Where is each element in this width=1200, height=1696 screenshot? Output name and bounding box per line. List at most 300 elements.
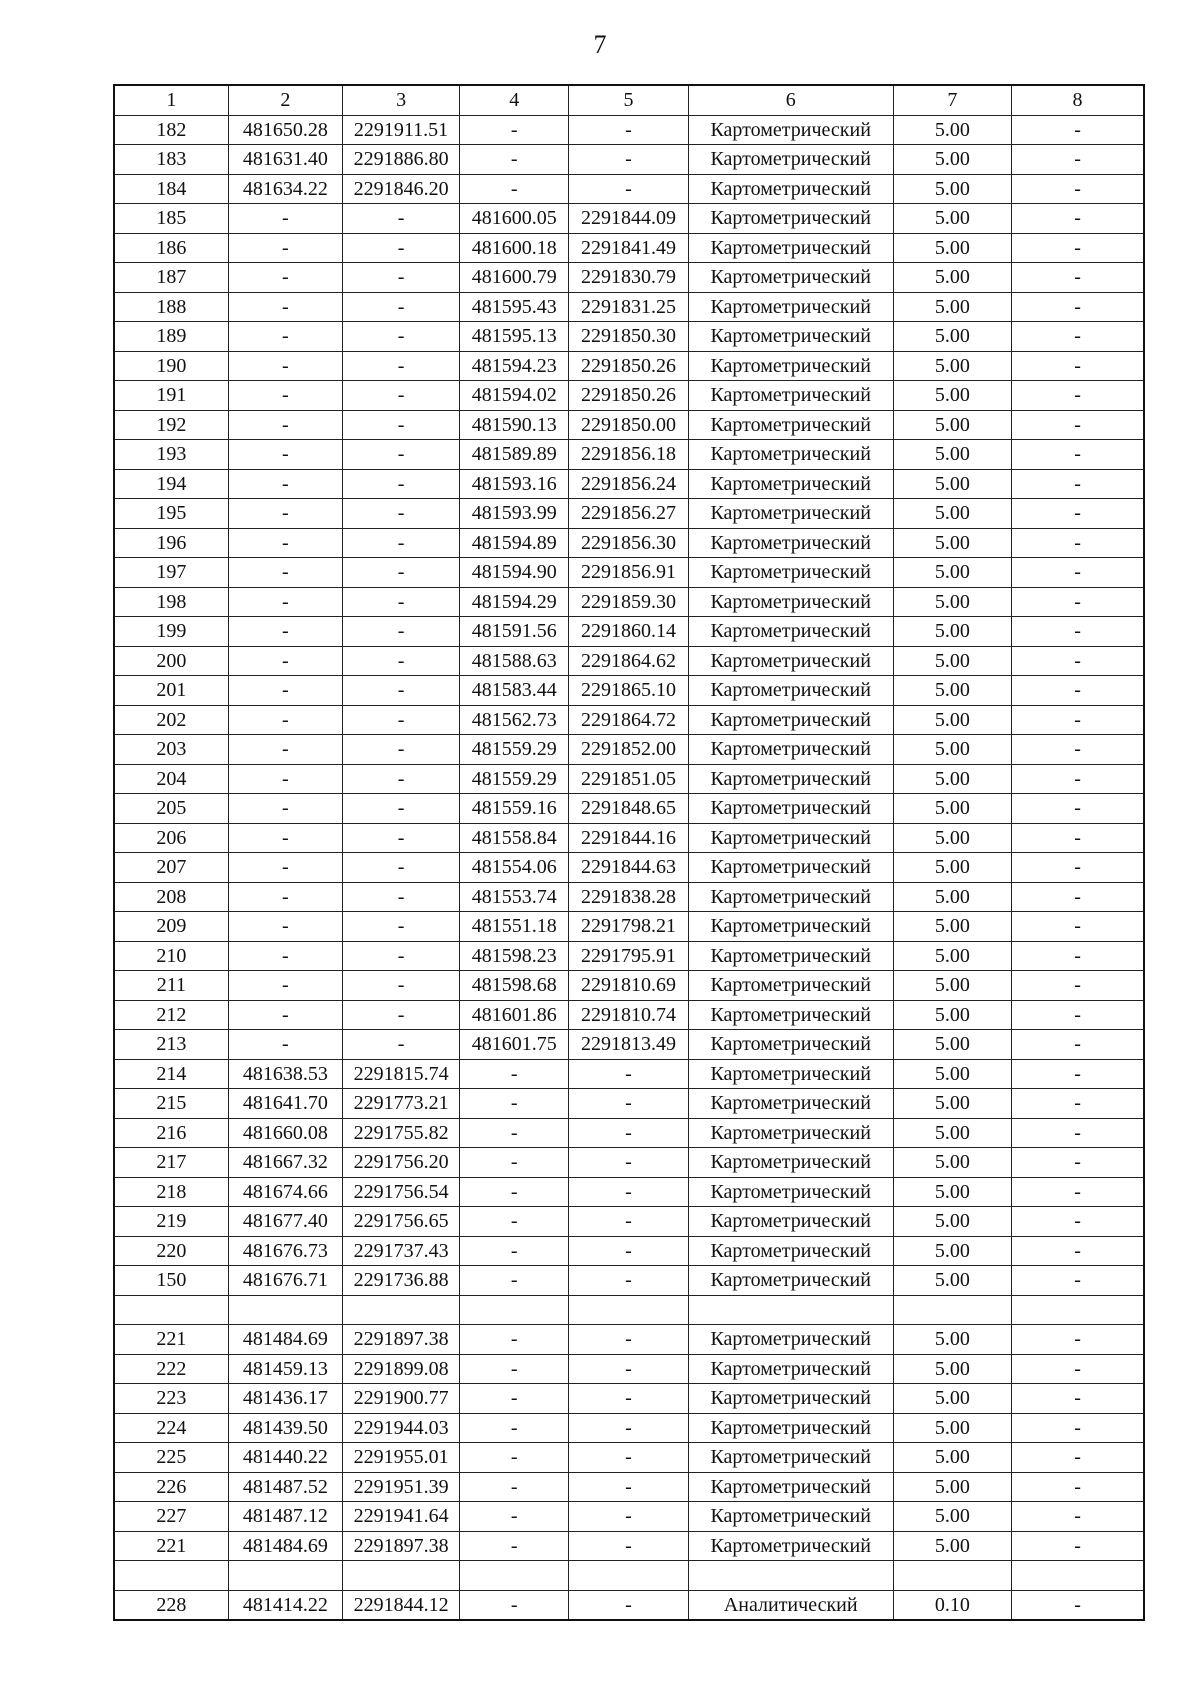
table-cell-col-5: 2291848.65 bbox=[569, 794, 688, 824]
table-cell-col-7: 5.00 bbox=[893, 882, 1011, 912]
table-cell-col-1: 202 bbox=[114, 705, 228, 735]
table-cell-col-7: 5.00 bbox=[893, 145, 1011, 175]
table-cell-col-2: - bbox=[228, 381, 342, 411]
table-row bbox=[114, 823, 1144, 853]
table-cell-col-8: - bbox=[1012, 1148, 1144, 1178]
table-cell-col-3: - bbox=[342, 882, 459, 912]
table-cell-col-2: - bbox=[228, 440, 342, 470]
table-cell-col-5: 2291810.74 bbox=[569, 1000, 688, 1030]
table-cell-col-1: 226 bbox=[114, 1472, 228, 1502]
table-cell-col-7: 5.00 bbox=[893, 941, 1011, 971]
table-cell-col-1: 220 bbox=[114, 1236, 228, 1266]
table-cell-col-3: - bbox=[342, 528, 459, 558]
table-cell-col-8: - bbox=[1012, 617, 1144, 647]
table-cell-col-4 bbox=[460, 1295, 569, 1325]
table-cell-col-4: - bbox=[460, 1531, 569, 1561]
table-cell-col-2: - bbox=[228, 735, 342, 765]
table-cell-col-5: 2291865.10 bbox=[569, 676, 688, 706]
table-cell-col-6: Картометрический bbox=[688, 853, 893, 883]
table-cell-col-8: - bbox=[1012, 1207, 1144, 1237]
table-cell-col-6: Картометрический bbox=[688, 1443, 893, 1473]
table-cell-col-3: - bbox=[342, 912, 459, 942]
table-cell-col-3: 2291756.20 bbox=[342, 1148, 459, 1178]
table-cell-col-6: Картометрический bbox=[688, 794, 893, 824]
table-cell-col-4: - bbox=[460, 1590, 569, 1620]
table-cell-col-5: 2291838.28 bbox=[569, 882, 688, 912]
table-cell-col-5: 2291864.62 bbox=[569, 646, 688, 676]
table-cell-col-2: 481634.22 bbox=[228, 174, 342, 204]
table-cell-col-4: - bbox=[460, 1413, 569, 1443]
table-cell-col-4: - bbox=[460, 145, 569, 175]
table-cell-col-4: - bbox=[460, 115, 569, 145]
table-cell-col-2: - bbox=[228, 705, 342, 735]
table-cell-col-6: Картометрический bbox=[688, 233, 893, 263]
table-cell-col-8: - bbox=[1012, 912, 1144, 942]
table-row bbox=[114, 410, 1144, 440]
table-cell-col-1: 197 bbox=[114, 558, 228, 588]
table-cell-col-6: Картометрический bbox=[688, 499, 893, 529]
table-cell-col-4: 481594.89 bbox=[460, 528, 569, 558]
table-cell-col-1: 195 bbox=[114, 499, 228, 529]
table-cell-col-2 bbox=[228, 1295, 342, 1325]
table-cell-col-4: 481553.74 bbox=[460, 882, 569, 912]
table-cell-col-5: - bbox=[569, 1502, 688, 1532]
table-cell-col-8: - bbox=[1012, 1590, 1144, 1620]
table-cell-col-7: 5.00 bbox=[893, 174, 1011, 204]
table-cell-col-3: 2291899.08 bbox=[342, 1354, 459, 1384]
table-cell-col-4: 481598.68 bbox=[460, 971, 569, 1001]
table-cell-col-2: - bbox=[228, 204, 342, 234]
table-cell-col-2: 481631.40 bbox=[228, 145, 342, 175]
table-body bbox=[114, 115, 1144, 1620]
table-cell-col-5: 2291852.00 bbox=[569, 735, 688, 765]
table-cell-col-5: - bbox=[569, 145, 688, 175]
table-cell-col-4: 481595.13 bbox=[460, 322, 569, 352]
table-cell-col-4: 481588.63 bbox=[460, 646, 569, 676]
table-row bbox=[114, 263, 1144, 293]
table-cell-col-5: - bbox=[569, 1354, 688, 1384]
table-cell-col-5: 2291810.69 bbox=[569, 971, 688, 1001]
table-cell-col-1: 216 bbox=[114, 1118, 228, 1148]
table-cell-col-7: 5.00 bbox=[893, 912, 1011, 942]
table-cell-col-5: 2291850.00 bbox=[569, 410, 688, 440]
table-cell-col-3: - bbox=[342, 204, 459, 234]
table-cell-col-8: - bbox=[1012, 410, 1144, 440]
table-cell-col-4: 481594.90 bbox=[460, 558, 569, 588]
table-cell-col-2: 481676.71 bbox=[228, 1266, 342, 1296]
table-cell-col-2: - bbox=[228, 971, 342, 1001]
table-row bbox=[114, 794, 1144, 824]
table-cell-col-1: 221 bbox=[114, 1325, 228, 1355]
table-cell-col-6: Картометрический bbox=[688, 1030, 893, 1060]
table-cell-col-2: 481440.22 bbox=[228, 1443, 342, 1473]
table-cell-col-4: - bbox=[460, 1354, 569, 1384]
table-cell-col-7: 5.00 bbox=[893, 1118, 1011, 1148]
table-cell-col-7: 5.00 bbox=[893, 1059, 1011, 1089]
table-cell-col-7: 5.00 bbox=[893, 1413, 1011, 1443]
table-cell-col-7: 5.00 bbox=[893, 204, 1011, 234]
table-row bbox=[114, 971, 1144, 1001]
table-cell-col-5: - bbox=[569, 1472, 688, 1502]
table-cell-col-1: 190 bbox=[114, 351, 228, 381]
table-cell-col-5: 2291851.05 bbox=[569, 764, 688, 794]
table-cell-col-6: Картометрический bbox=[688, 469, 893, 499]
table-cell-col-7: 5.00 bbox=[893, 1148, 1011, 1178]
table-cell-col-8: - bbox=[1012, 587, 1144, 617]
table-cell-col-3: 2291897.38 bbox=[342, 1531, 459, 1561]
table-cell-col-7: 5.00 bbox=[893, 1502, 1011, 1532]
table-cell-col-3: 2291951.39 bbox=[342, 1472, 459, 1502]
table-row bbox=[114, 1443, 1144, 1473]
table-cell-col-1: 199 bbox=[114, 617, 228, 647]
table-cell-col-5: - bbox=[569, 1590, 688, 1620]
table-cell-col-6: Картометрический bbox=[688, 204, 893, 234]
table-cell-col-2: 481660.08 bbox=[228, 1118, 342, 1148]
table-cell-col-5: 2291798.21 bbox=[569, 912, 688, 942]
table-cell-col-6: Картометрический bbox=[688, 823, 893, 853]
table-cell-col-8: - bbox=[1012, 233, 1144, 263]
table-cell-col-2: - bbox=[228, 794, 342, 824]
table-cell-col-1: 182 bbox=[114, 115, 228, 145]
table-cell-col-6: Картометрический bbox=[688, 1531, 893, 1561]
table-cell-col-5: - bbox=[569, 115, 688, 145]
table-cell-col-3: - bbox=[342, 941, 459, 971]
table-cell-col-1: 208 bbox=[114, 882, 228, 912]
table-cell-col-6: Картометрический bbox=[688, 676, 893, 706]
table-row bbox=[114, 1000, 1144, 1030]
table-cell-col-1: 211 bbox=[114, 971, 228, 1001]
table-cell-col-5: 2291830.79 bbox=[569, 263, 688, 293]
table-cell-col-7: 5.00 bbox=[893, 794, 1011, 824]
table-row bbox=[114, 440, 1144, 470]
table-cell-col-4: 481594.29 bbox=[460, 587, 569, 617]
table-cell-col-8: - bbox=[1012, 853, 1144, 883]
table-cell-col-3: - bbox=[342, 676, 459, 706]
table-cell-col-8: - bbox=[1012, 1030, 1144, 1060]
table-cell-col-5: 2291856.24 bbox=[569, 469, 688, 499]
table-cell-col-3: - bbox=[342, 971, 459, 1001]
table-row bbox=[114, 1561, 1144, 1591]
table-cell-col-1: 204 bbox=[114, 764, 228, 794]
column-header-7: 7 bbox=[893, 85, 1011, 115]
table-cell-col-8: - bbox=[1012, 558, 1144, 588]
table-cell-col-5: 2291856.30 bbox=[569, 528, 688, 558]
table-header-row bbox=[114, 85, 1144, 115]
table-cell-col-8: - bbox=[1012, 1236, 1144, 1266]
table-cell-col-7: 5.00 bbox=[893, 823, 1011, 853]
table-cell-col-6: Картометрический bbox=[688, 528, 893, 558]
table-cell-col-4: 481601.75 bbox=[460, 1030, 569, 1060]
table-cell-col-3: - bbox=[342, 587, 459, 617]
table-cell-col-1: 187 bbox=[114, 263, 228, 293]
table-cell-col-6: Картометрический bbox=[688, 1089, 893, 1119]
table-cell-col-4: - bbox=[460, 1443, 569, 1473]
table-cell-col-1: 228 bbox=[114, 1590, 228, 1620]
table-cell-col-8: - bbox=[1012, 469, 1144, 499]
table-cell-col-4: 481583.44 bbox=[460, 676, 569, 706]
table-cell-col-8: - bbox=[1012, 1089, 1144, 1119]
table-cell-col-3: 2291897.38 bbox=[342, 1325, 459, 1355]
page-number: 7 bbox=[593, 30, 607, 59]
table-cell-col-4: 481551.18 bbox=[460, 912, 569, 942]
table-row bbox=[114, 528, 1144, 558]
table-cell-col-7: 5.00 bbox=[893, 469, 1011, 499]
table-cell-col-1: 212 bbox=[114, 1000, 228, 1030]
table-row bbox=[114, 1325, 1144, 1355]
table-cell-col-1: 186 bbox=[114, 233, 228, 263]
table-cell-col-8: - bbox=[1012, 499, 1144, 529]
table-cell-col-6: Картометрический bbox=[688, 351, 893, 381]
table-cell-col-5: 2291864.72 bbox=[569, 705, 688, 735]
table-cell-col-4 bbox=[460, 1561, 569, 1591]
table-cell-col-3: - bbox=[342, 410, 459, 440]
table-cell-col-5: 2291856.18 bbox=[569, 440, 688, 470]
table-cell-col-4: 481593.99 bbox=[460, 499, 569, 529]
table-cell-col-3: 2291941.64 bbox=[342, 1502, 459, 1532]
table-cell-col-3: - bbox=[342, 735, 459, 765]
table-row bbox=[114, 941, 1144, 971]
table-row bbox=[114, 145, 1144, 175]
table-row bbox=[114, 1502, 1144, 1532]
table-row bbox=[114, 1148, 1144, 1178]
table-cell-col-5: 2291813.49 bbox=[569, 1030, 688, 1060]
table-cell-col-8: - bbox=[1012, 676, 1144, 706]
table-cell-col-2: 481484.69 bbox=[228, 1531, 342, 1561]
table-cell-col-2: 481638.53 bbox=[228, 1059, 342, 1089]
table-cell-col-3: - bbox=[342, 469, 459, 499]
table-cell-col-5: - bbox=[569, 1118, 688, 1148]
table-cell-col-6: Картометрический bbox=[688, 263, 893, 293]
table-cell-col-5: 2291856.91 bbox=[569, 558, 688, 588]
table-cell-col-7: 5.00 bbox=[893, 705, 1011, 735]
table-cell-col-2: 481487.12 bbox=[228, 1502, 342, 1532]
table-cell-col-1: 214 bbox=[114, 1059, 228, 1089]
table-cell-col-6: Картометрический bbox=[688, 1266, 893, 1296]
table-cell-col-2: - bbox=[228, 322, 342, 352]
table-cell-col-8: - bbox=[1012, 263, 1144, 293]
table-cell-col-8: - bbox=[1012, 705, 1144, 735]
table-cell-col-8: - bbox=[1012, 1531, 1144, 1561]
table-cell-col-1: 227 bbox=[114, 1502, 228, 1532]
table-cell-col-7: 5.00 bbox=[893, 646, 1011, 676]
table-cell-col-3 bbox=[342, 1295, 459, 1325]
table-cell-col-2: 481487.52 bbox=[228, 1472, 342, 1502]
table-cell-col-6: Картометрический bbox=[688, 381, 893, 411]
table-row bbox=[114, 233, 1144, 263]
table-cell-col-1: 224 bbox=[114, 1413, 228, 1443]
table-cell-col-8 bbox=[1012, 1295, 1144, 1325]
table-cell-col-3: 2291737.43 bbox=[342, 1236, 459, 1266]
table-cell-col-8: - bbox=[1012, 1502, 1144, 1532]
table-cell-col-1: 196 bbox=[114, 528, 228, 558]
table-cell-col-5: 2291850.26 bbox=[569, 351, 688, 381]
table-cell-col-1: 192 bbox=[114, 410, 228, 440]
table-cell-col-7: 5.00 bbox=[893, 1384, 1011, 1414]
table-cell-col-7: 5.00 bbox=[893, 1207, 1011, 1237]
table-cell-col-3: - bbox=[342, 322, 459, 352]
table-cell-col-8: - bbox=[1012, 941, 1144, 971]
table-cell-col-7: 5.00 bbox=[893, 1472, 1011, 1502]
column-header-8: 8 bbox=[1012, 85, 1144, 115]
table-cell-col-5: 2291859.30 bbox=[569, 587, 688, 617]
table-cell-col-8: - bbox=[1012, 1177, 1144, 1207]
table-row bbox=[114, 853, 1144, 883]
table-row bbox=[114, 558, 1144, 588]
table-cell-col-1: 193 bbox=[114, 440, 228, 470]
table-cell-col-1: 218 bbox=[114, 1177, 228, 1207]
table-cell-col-4: 481591.56 bbox=[460, 617, 569, 647]
table-cell-col-8: - bbox=[1012, 735, 1144, 765]
table-cell-col-6: Картометрический bbox=[688, 764, 893, 794]
table-cell-col-2: 481650.28 bbox=[228, 115, 342, 145]
table-cell-col-8: - bbox=[1012, 646, 1144, 676]
table-cell-col-6: Картометрический bbox=[688, 971, 893, 1001]
table-cell-col-3: - bbox=[342, 440, 459, 470]
table-cell-col-1: 198 bbox=[114, 587, 228, 617]
table-cell-col-6: Картометрический bbox=[688, 1059, 893, 1089]
table-cell-col-3: - bbox=[342, 823, 459, 853]
table-cell-col-7: 5.00 bbox=[893, 322, 1011, 352]
table-row bbox=[114, 1590, 1144, 1620]
table-cell-col-7: 5.00 bbox=[893, 617, 1011, 647]
table-cell-col-5 bbox=[569, 1561, 688, 1591]
table-cell-col-5: - bbox=[569, 1207, 688, 1237]
table-cell-col-5: - bbox=[569, 1059, 688, 1089]
table-cell-col-2: - bbox=[228, 587, 342, 617]
table-cell-col-2: - bbox=[228, 882, 342, 912]
table-row bbox=[114, 1295, 1144, 1325]
table-cell-col-2: - bbox=[228, 646, 342, 676]
table-cell-col-4: 481593.16 bbox=[460, 469, 569, 499]
table-cell-col-1: 210 bbox=[114, 941, 228, 971]
table-row bbox=[114, 1472, 1144, 1502]
table-cell-col-4: 481559.29 bbox=[460, 764, 569, 794]
table-cell-col-1: 213 bbox=[114, 1030, 228, 1060]
table-cell-col-4: - bbox=[460, 1059, 569, 1089]
table-cell-col-1: 185 bbox=[114, 204, 228, 234]
table-cell-col-1: 222 bbox=[114, 1354, 228, 1384]
table-cell-col-2: - bbox=[228, 1000, 342, 1030]
table-cell-col-8: - bbox=[1012, 1413, 1144, 1443]
table-row bbox=[114, 1384, 1144, 1414]
table-cell-col-2: - bbox=[228, 764, 342, 794]
table-cell-col-5: - bbox=[569, 1177, 688, 1207]
table-cell-col-3: 2291955.01 bbox=[342, 1443, 459, 1473]
table-cell-col-4: 481601.86 bbox=[460, 1000, 569, 1030]
table-cell-col-7: 5.00 bbox=[893, 676, 1011, 706]
table-cell-col-4: - bbox=[460, 1472, 569, 1502]
table-cell-col-6: Картометрический bbox=[688, 292, 893, 322]
table-cell-col-6: Картометрический bbox=[688, 1207, 893, 1237]
table-cell-col-8: - bbox=[1012, 971, 1144, 1001]
table-cell-col-7: 5.00 bbox=[893, 971, 1011, 1001]
table-cell-col-2: 481439.50 bbox=[228, 1413, 342, 1443]
table-cell-col-7: 5.00 bbox=[893, 440, 1011, 470]
table-cell-col-4: 481598.23 bbox=[460, 941, 569, 971]
table-cell-col-6: Картометрический bbox=[688, 322, 893, 352]
table-row bbox=[114, 204, 1144, 234]
table-cell-col-1: 188 bbox=[114, 292, 228, 322]
table-cell-col-3: 2291756.65 bbox=[342, 1207, 459, 1237]
table-cell-col-8: - bbox=[1012, 823, 1144, 853]
table-cell-col-1: 183 bbox=[114, 145, 228, 175]
table-cell-col-3: 2291755.82 bbox=[342, 1118, 459, 1148]
table-cell-col-2: 481667.32 bbox=[228, 1148, 342, 1178]
table-cell-col-7: 5.00 bbox=[893, 558, 1011, 588]
table-row bbox=[114, 1089, 1144, 1119]
table-row bbox=[114, 1354, 1144, 1384]
table-cell-col-6: Картометрический bbox=[688, 1236, 893, 1266]
table-cell-col-2: - bbox=[228, 263, 342, 293]
table-cell-col-8 bbox=[1012, 1561, 1144, 1591]
table-cell-col-4: 481559.29 bbox=[460, 735, 569, 765]
column-header-5: 5 bbox=[569, 85, 688, 115]
table-cell-col-4: - bbox=[460, 1148, 569, 1178]
table-cell-col-7: 0.10 bbox=[893, 1590, 1011, 1620]
table-cell-col-2: 481436.17 bbox=[228, 1384, 342, 1414]
table-cell-col-5: - bbox=[569, 1089, 688, 1119]
table-cell-col-8: - bbox=[1012, 764, 1144, 794]
table-cell-col-8: - bbox=[1012, 882, 1144, 912]
table-cell-col-3: 2291756.54 bbox=[342, 1177, 459, 1207]
table-cell-col-7 bbox=[893, 1295, 1011, 1325]
table-cell-col-7: 5.00 bbox=[893, 853, 1011, 883]
column-header-4: 4 bbox=[460, 85, 569, 115]
table-cell-col-6: Картометрический bbox=[688, 1000, 893, 1030]
table-cell-col-4: 481595.43 bbox=[460, 292, 569, 322]
table-cell-col-7: 5.00 bbox=[893, 233, 1011, 263]
table-cell-col-6: Картометрический bbox=[688, 1384, 893, 1414]
table-cell-col-2: - bbox=[228, 558, 342, 588]
column-header-6: 6 bbox=[688, 85, 893, 115]
table-cell-col-5 bbox=[569, 1295, 688, 1325]
table-cell-col-3: - bbox=[342, 499, 459, 529]
table-cell-col-1: 206 bbox=[114, 823, 228, 853]
table-cell-col-6: Картометрический bbox=[688, 115, 893, 145]
table-cell-col-6: Картометрический bbox=[688, 617, 893, 647]
table-cell-col-4: 481590.13 bbox=[460, 410, 569, 440]
table-cell-col-5: - bbox=[569, 1266, 688, 1296]
table-cell-col-7: 5.00 bbox=[893, 1089, 1011, 1119]
table-cell-col-5: 2291841.49 bbox=[569, 233, 688, 263]
table-cell-col-6 bbox=[688, 1295, 893, 1325]
table-cell-col-3: - bbox=[342, 1030, 459, 1060]
table-cell-col-8: - bbox=[1012, 174, 1144, 204]
table-cell-col-4: 481600.05 bbox=[460, 204, 569, 234]
table-cell-col-1: 189 bbox=[114, 322, 228, 352]
table-cell-col-2: - bbox=[228, 912, 342, 942]
table-cell-col-8: - bbox=[1012, 204, 1144, 234]
table-cell-col-2: - bbox=[228, 676, 342, 706]
table-cell-col-8: - bbox=[1012, 528, 1144, 558]
table-cell-col-2: 481676.73 bbox=[228, 1236, 342, 1266]
table-cell-col-3: - bbox=[342, 292, 459, 322]
table-cell-col-5: - bbox=[569, 1384, 688, 1414]
table-cell-col-3: 2291900.77 bbox=[342, 1384, 459, 1414]
table-cell-col-6: Картометрический bbox=[688, 941, 893, 971]
table-cell-col-3: - bbox=[342, 1000, 459, 1030]
table-cell-col-4: - bbox=[460, 174, 569, 204]
table-cell-col-8: - bbox=[1012, 1384, 1144, 1414]
table-cell-col-2: 481677.40 bbox=[228, 1207, 342, 1237]
table-row bbox=[114, 1177, 1144, 1207]
table-cell-col-5: - bbox=[569, 1443, 688, 1473]
table-cell-col-1: 207 bbox=[114, 853, 228, 883]
table-cell-col-7: 5.00 bbox=[893, 115, 1011, 145]
table-cell-col-3: - bbox=[342, 558, 459, 588]
table-cell-col-1: 194 bbox=[114, 469, 228, 499]
table-row bbox=[114, 705, 1144, 735]
